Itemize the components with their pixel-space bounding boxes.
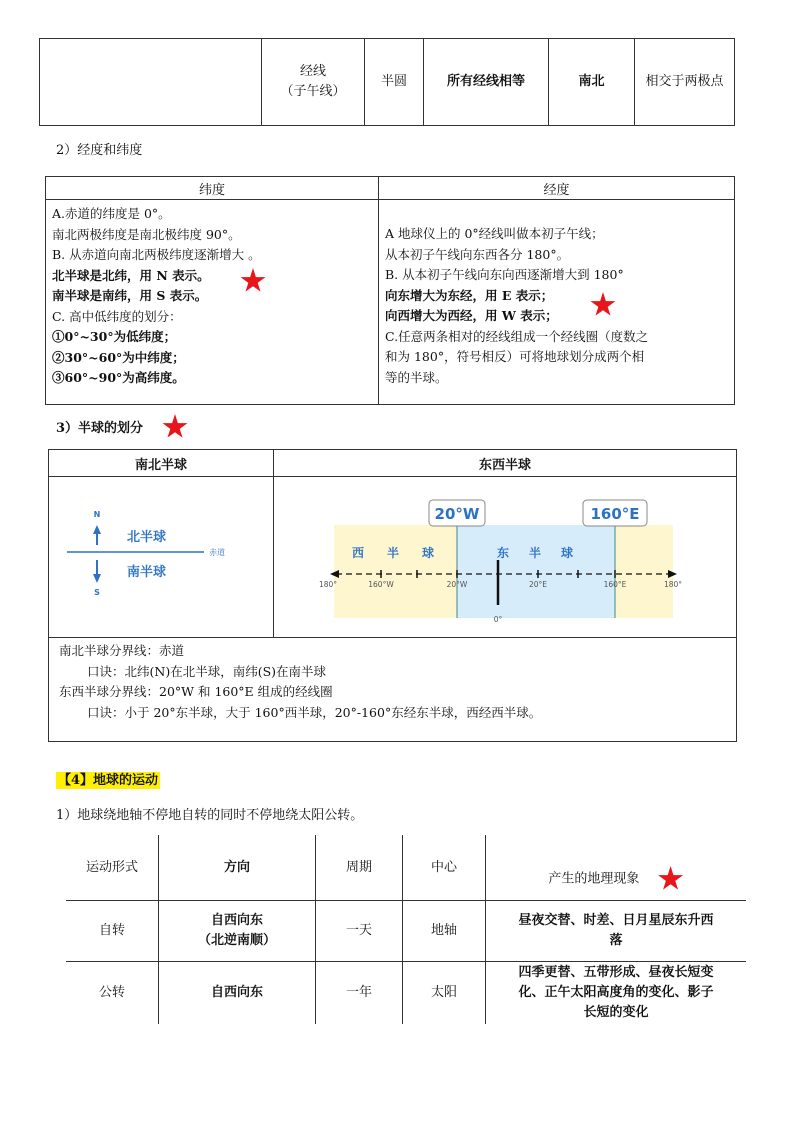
row-cell: 公转 [66,962,159,1025]
section3-title: 3）半球的划分 [56,421,144,436]
cell-direction: 南北 [549,39,635,126]
lon-line: 从本初子午线向东西各分 180°。 [385,246,570,262]
east-region [457,525,615,618]
row-cell: 一天 [316,901,403,962]
note-line: 东西半球分界线：20°W 和 160°E 组成的经线圈 [59,684,333,699]
west-region-right [615,525,673,618]
row-cell: 一年 [316,962,403,1025]
west-region-left [334,525,457,618]
top-table [39,38,735,126]
row-cell: 昼夜交替、时差、日月星辰东升西 落 [486,901,747,962]
lat-line: C. 高中低纬度的划分： [52,308,182,324]
ew-header: 东西半球 [274,450,737,477]
star-icon [162,414,188,440]
lon-line: 和为 180°，符号相反）可将地球划分成两个相 [385,349,645,364]
row-cell: 地轴 [403,901,486,962]
star-icon [658,866,684,892]
section4-title [56,769,160,788]
east-char: 球 [560,546,574,560]
note-line: 口诀：小于 20°东半球，大于 160°西半球，20°-160°东经东半球，西经西半球。 [87,704,542,720]
tick-label: 20°W [446,580,468,589]
north-letter: N [93,510,101,519]
lat-header: 纬度 [46,177,379,200]
header-cell: 中心 [403,835,486,901]
row-cell: 自西向东 （北逆南顺） [159,901,316,962]
note-line: 南北半球分界线：赤道 [59,643,185,658]
header-cell: 运动形式 [85,859,138,875]
south-label: 南半球 [127,565,167,580]
header-cell: 方向 [159,835,316,901]
north-arrow-icon [93,525,101,534]
ew-figure-cell [274,477,737,638]
note-line: 口诀：北纬(N)在北半球，南纬(S)在南半球 [87,663,327,679]
tick-label: 180° [663,580,683,589]
lon-line: B. 从本初子午线向东向西逐渐增大到 180° [385,267,624,282]
lat-line: ①0°~30°为低纬度； [52,329,177,344]
ns-figure-cell [49,477,274,638]
cell-empty [40,39,262,126]
lat-cell [46,200,379,405]
lon-line: 向西增大为西经，用 W 表示； [385,308,558,323]
lon-cell [379,200,735,405]
tick-label: 160°E [603,580,627,589]
tick-label: 180° [318,580,338,589]
row-cell: 自西向东 [159,962,316,1025]
header-cell [486,835,747,901]
west-char: 球 [421,546,435,560]
phenomena-header: 产生的地理现象 [548,871,640,887]
row-cell: 四季更替、五带形成、昼夜长短变 化、正午太阳高度角的变化、影子 长短的变化 [486,962,747,1025]
west-char: 半 [386,546,400,560]
equator-label: 赤道 [209,548,225,557]
ns-hemisphere-figure [49,477,273,633]
south-arrow-icon [93,574,101,583]
hemisphere-notes [49,638,737,742]
box-160e-label: 160°E [590,505,640,523]
east-char: 半 [528,546,542,560]
section4-title-text: 【4】地球的运动 [58,773,159,788]
section2-title: 2）经度和纬度 [56,143,143,158]
row-cell: 太阳 [403,962,486,1025]
lon-line: 向东增大为东经，用 E 表示； [385,287,554,303]
lat-line: A.赤道的纬度是 0°。 [52,206,171,221]
lon-header: 经度 [379,177,735,200]
lat-line: 南北两极纬度是南北极纬度 90°。 [52,226,241,242]
cell-intersect: 相交于两极点 [635,39,735,126]
north-label: 北半球 [127,530,167,545]
box-20w-label: 20°W [434,505,480,523]
header-cell: 周期 [316,835,403,901]
row-cell: 自转 [66,901,159,962]
lon-line: 等的半球。 [385,369,448,385]
lat-line: ③60°~90°为高纬度。 [52,370,185,385]
cell-semicircle: 半圆 [365,39,424,126]
lon-line: C.任意两条相对的经线组成一个经线圈（度数之 [385,328,649,344]
hemisphere-table [48,449,737,742]
ns-header: 南北半球 [49,450,274,477]
ew-hemisphere-figure [274,477,736,633]
lat-line: 南半球是南纬，用 S 表示。 [52,288,208,303]
south-letter: S [94,588,100,597]
motion-table [66,835,746,1024]
lat-lon-table [45,176,735,405]
tick-label: 20°E [528,580,548,589]
cell-equal: 所有经线相等 [424,39,549,126]
east-char: 东 [496,546,510,560]
lat-line: B. 从赤道向南北两极纬度逐渐增大 。 [52,247,261,262]
lat-line: 北半球是北纬，用 N 表示。 [52,267,210,283]
lon-line: A 地球仪上的 0°经线叫做本初子午线； [385,226,604,241]
lat-line: ②30°~60°为中纬度； [52,349,185,365]
tick-label: 160°W [368,580,394,589]
west-char: 西 [351,546,365,560]
tick-label: 0° [493,615,503,624]
cell-meridian: 经线 （子午线） [262,39,365,126]
section4-intro: 1）地球绕地轴不停地自转的同时不停地绕太阳公转。 [56,808,364,823]
